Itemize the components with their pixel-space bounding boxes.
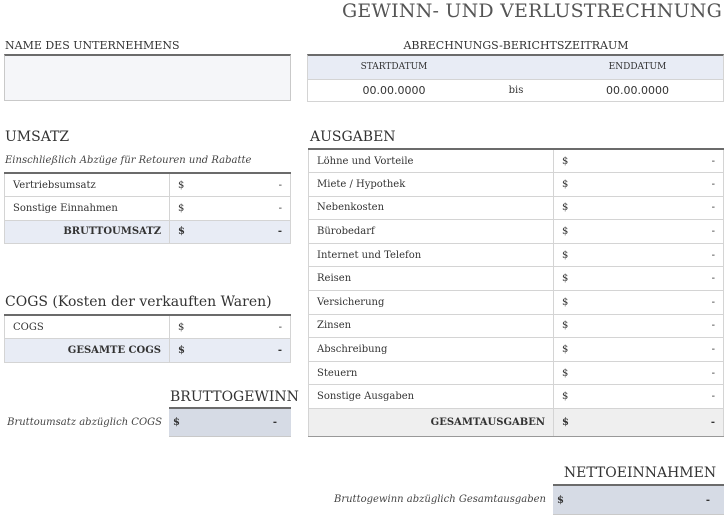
table-row (309, 314, 724, 338)
total-expenses-value: - (577, 409, 724, 437)
table-row (309, 291, 724, 315)
currency-symbol: $ (554, 291, 577, 315)
currency-symbol: $ (554, 149, 577, 173)
revenue-row-label: Sonstige Einnahmen (5, 197, 170, 221)
company-name-label: NAME DES UNTERNEHMENS (5, 39, 180, 52)
start-date-input[interactable]: 00.00.0000 (362, 84, 426, 97)
cogs-table (4, 314, 291, 363)
revenue-value-input[interactable]: - (193, 197, 291, 221)
table-row (309, 385, 724, 409)
expense-value-input[interactable]: - (577, 173, 724, 197)
revenue-value-input[interactable]: - (193, 173, 291, 197)
table-row (5, 339, 291, 363)
currency-symbol: $ (554, 196, 577, 220)
expense-value-input[interactable]: - (577, 361, 724, 385)
expenses-heading: AUSGABEN (310, 129, 396, 145)
expense-row-label: Zinsen (309, 314, 554, 338)
table-row (5, 197, 291, 221)
currency-symbol: $ (173, 417, 180, 428)
revenue-note: Einschließlich Abzüge für Retouren und Rabatte (5, 155, 252, 166)
table-row (309, 243, 724, 267)
expense-value-input[interactable]: - (577, 267, 724, 291)
expense-row-label: Nebenkosten (309, 196, 554, 220)
currency-symbol: $ (557, 495, 564, 506)
table-row (309, 409, 724, 437)
period-separator: bis (508, 85, 524, 96)
expense-row-label: Versicherung (309, 291, 554, 315)
total-expenses-label: GESAMTAUSGABEN (309, 409, 554, 437)
expense-value-input[interactable]: - (577, 291, 724, 315)
cogs-value-input[interactable]: - (193, 315, 291, 339)
page-title: GEWINN- UND VERLUSTRECHNUNG (341, 0, 722, 22)
currency-symbol: $ (170, 339, 193, 363)
cogs-heading: COGS (Kosten der verkauften Waren) (5, 294, 272, 310)
table-row (5, 315, 291, 339)
currency-symbol: $ (170, 220, 193, 244)
currency-symbol: $ (554, 220, 577, 244)
expense-value-input[interactable]: - (577, 196, 724, 220)
currency-symbol: $ (554, 338, 577, 362)
currency-symbol: $ (554, 409, 577, 437)
gross-profit-cell (169, 407, 291, 437)
net-income-value: - (705, 495, 710, 506)
total-cogs-label: GESAMTE COGS (5, 339, 170, 363)
expense-value-input[interactable]: - (577, 385, 724, 409)
revenue-row-label: Vertriebsumsatz (5, 173, 170, 197)
expense-row-label: Abschreibung (309, 338, 554, 362)
expense-value-input[interactable]: - (577, 243, 724, 267)
total-cogs-value: - (193, 339, 291, 363)
currency-symbol: $ (554, 361, 577, 385)
table-row (309, 173, 724, 197)
cogs-row-label: COGS (5, 315, 170, 339)
company-name-input[interactable] (4, 54, 291, 101)
currency-symbol: $ (170, 197, 193, 221)
period-label: ABRECHNUNGS-BERICHTSZEITRAUM (403, 39, 629, 52)
table-row (309, 338, 724, 362)
end-date-label: ENDDATUM (608, 62, 667, 72)
table-row (5, 220, 291, 244)
table-row (309, 361, 724, 385)
expense-value-input[interactable]: - (577, 220, 724, 244)
expense-row-label: Löhne und Vorteile (309, 149, 554, 173)
expense-row-label: Reisen (309, 267, 554, 291)
gross-profit-note: Bruttoumsatz abzüglich COGS (7, 417, 162, 428)
table-row (309, 267, 724, 291)
expense-value-input[interactable]: - (577, 149, 724, 173)
expenses-table (308, 148, 724, 437)
gross-profit-value: - (272, 417, 277, 428)
currency-symbol: $ (554, 267, 577, 291)
expense-row-label: Miete / Hypothek (309, 173, 554, 197)
currency-symbol: $ (170, 315, 193, 339)
table-row (309, 220, 724, 244)
start-date-label: STARTDATUM (360, 62, 428, 72)
gross-revenue-label: BRUTTOUMSATZ (5, 220, 170, 244)
table-row (5, 173, 291, 197)
net-income-heading: NETTOEINNAHMEN (563, 465, 717, 481)
period-box (307, 54, 724, 102)
gross-revenue-value: - (193, 220, 291, 244)
net-income-note: Bruttogewinn abzüglich Gesamtausgaben (333, 494, 546, 505)
expense-value-input[interactable]: - (577, 314, 724, 338)
currency-symbol: $ (554, 243, 577, 267)
currency-symbol: $ (554, 314, 577, 338)
expense-row-label: Bürobedarf (309, 220, 554, 244)
net-income-cell (553, 484, 724, 515)
currency-symbol: $ (170, 173, 193, 197)
expense-row-label: Steuern (309, 361, 554, 385)
expense-row-label: Sonstige Ausgaben (309, 385, 554, 409)
end-date-input[interactable]: 00.00.0000 (606, 84, 669, 97)
revenue-table (4, 172, 291, 244)
expense-row-label: Internet und Telefon (309, 243, 554, 267)
table-row (309, 149, 724, 173)
currency-symbol: $ (554, 385, 577, 409)
gross-profit-heading: BRUTTOGEWINN (170, 389, 299, 405)
table-row (309, 196, 724, 220)
expense-value-input[interactable]: - (577, 338, 724, 362)
currency-symbol: $ (554, 173, 577, 197)
revenue-heading: UMSATZ (5, 129, 70, 145)
